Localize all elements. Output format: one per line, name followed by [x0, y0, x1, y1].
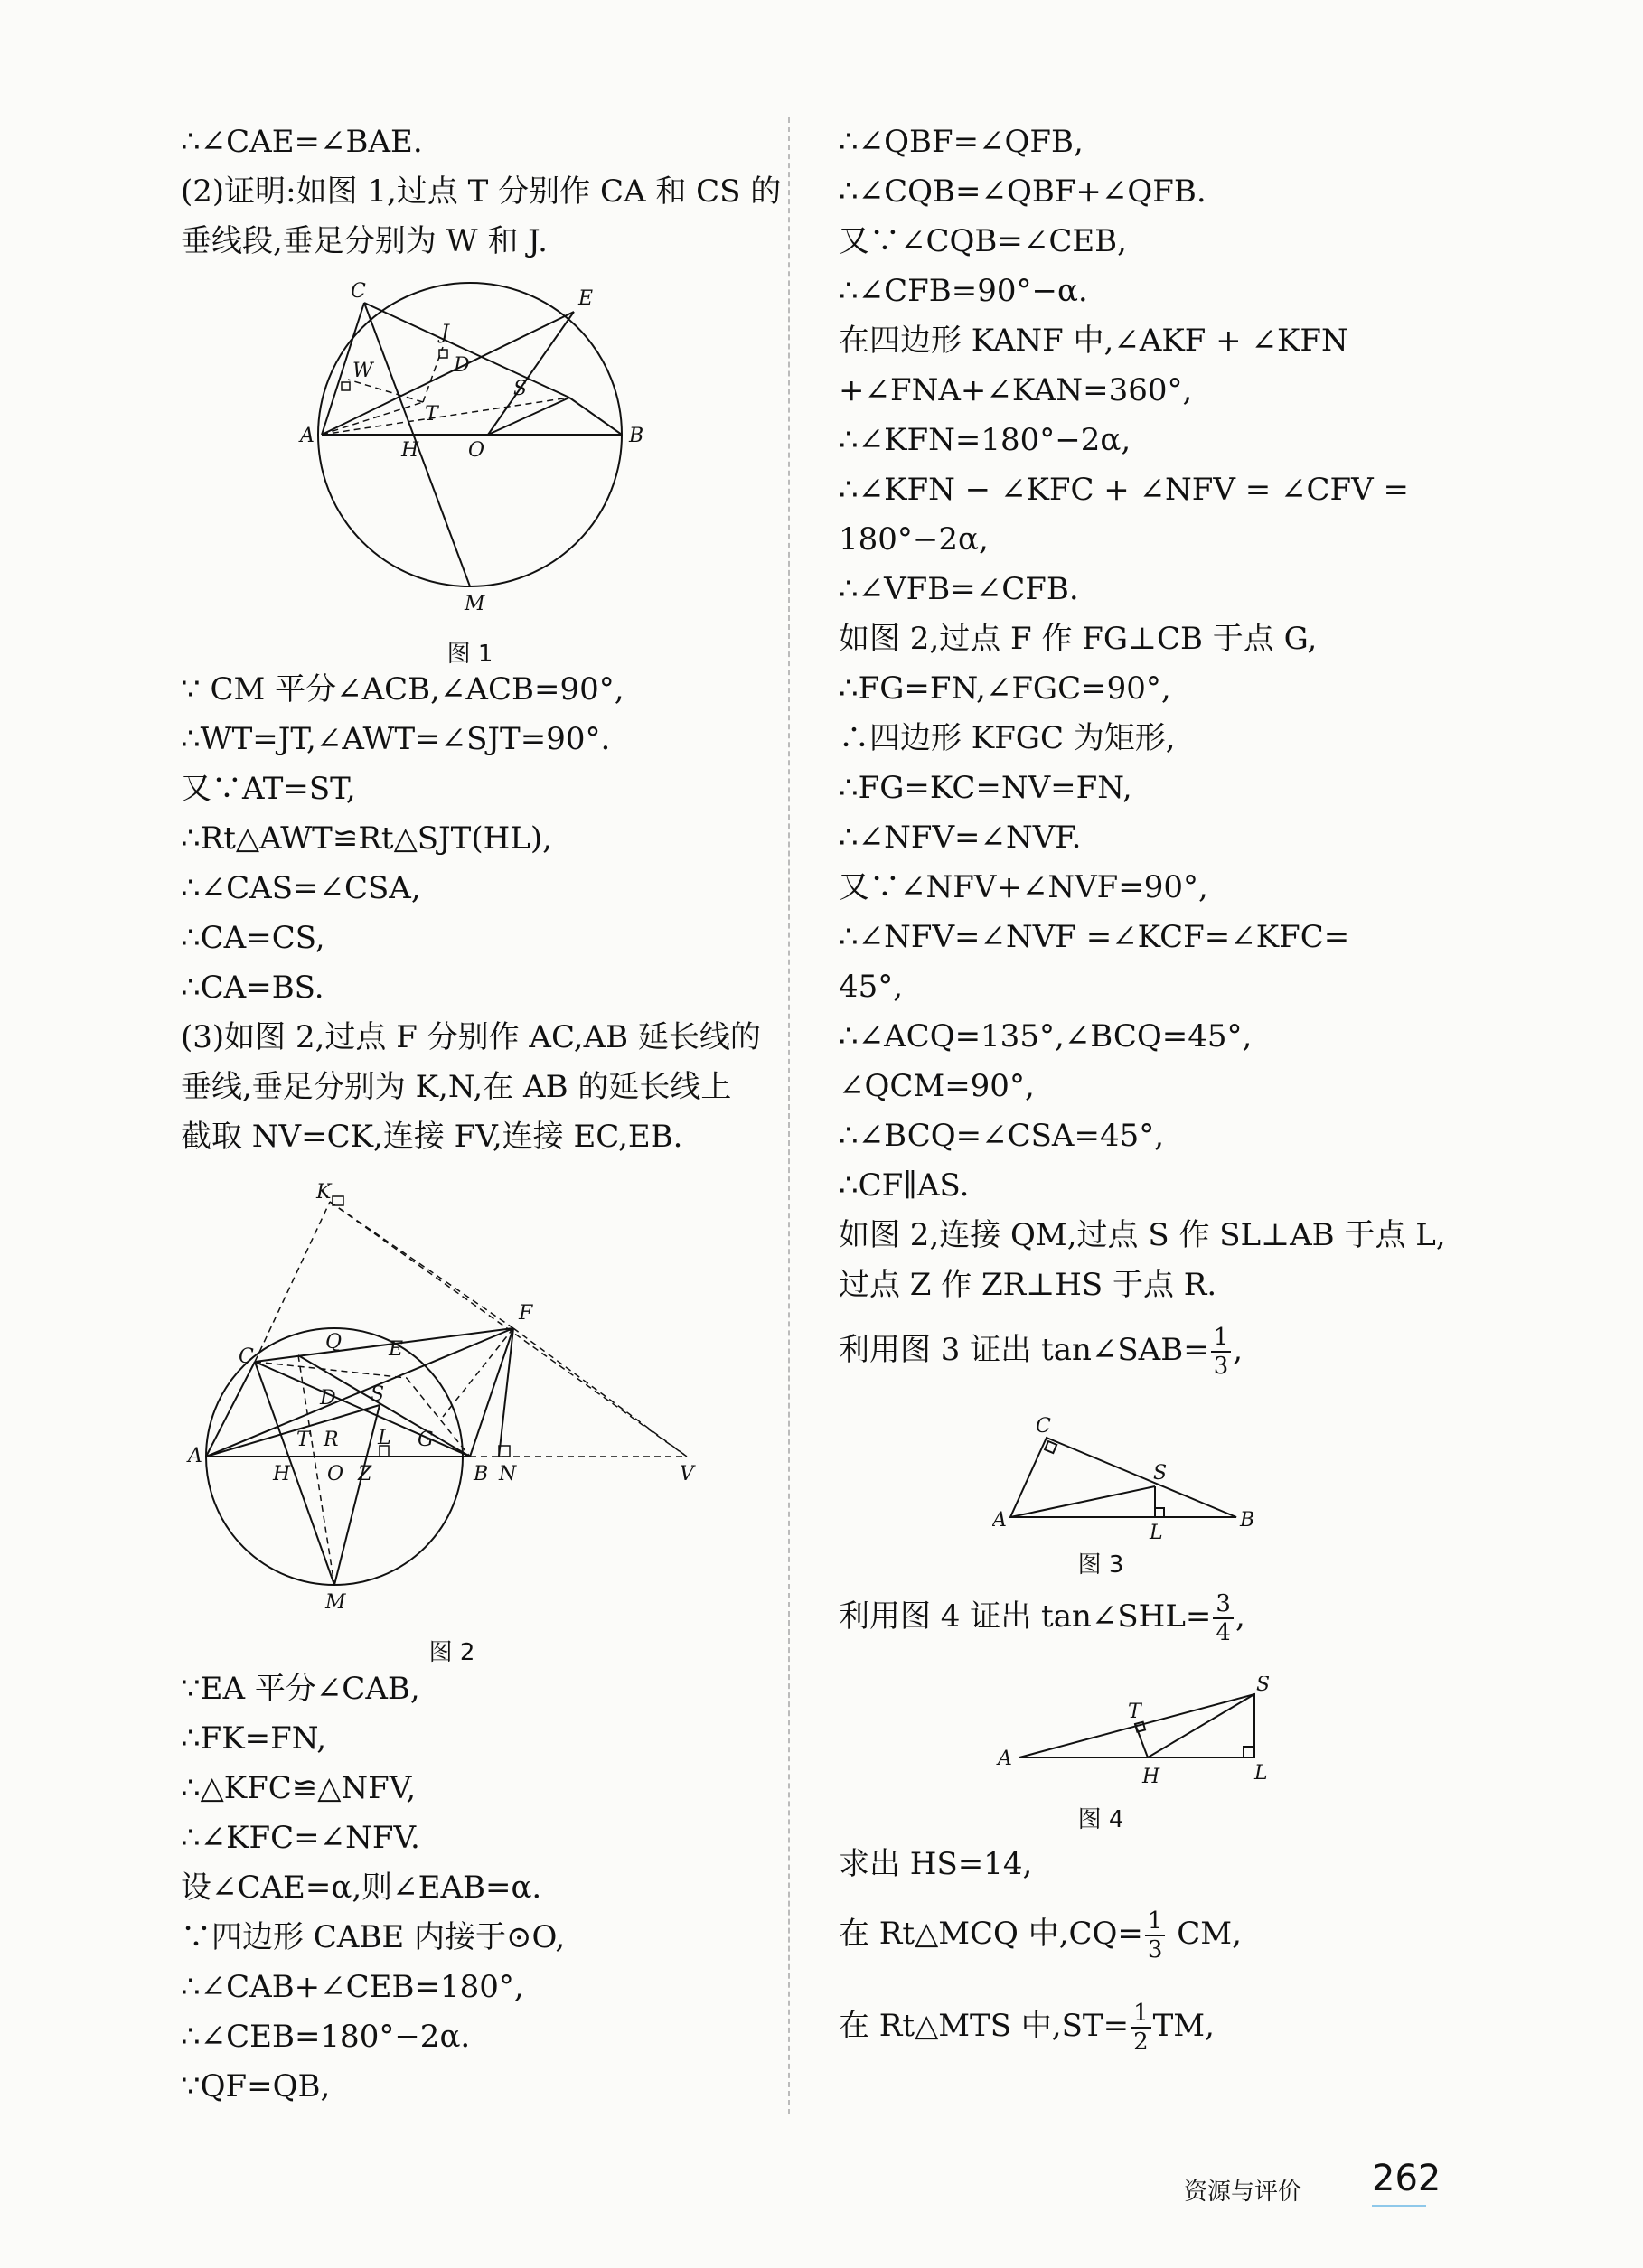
point-label: E [578, 287, 594, 310]
figure-4 [992, 1676, 1282, 1794]
text-line: 垂线段,垂足分别为 W 和 J. [181, 223, 548, 259]
text-line: ∴FK=FN, [181, 1720, 327, 1757]
point-label: S [1153, 1462, 1168, 1485]
text-line: ∴∠CAS=∠CSA, [181, 870, 421, 906]
text-line: ∴WT=JT,∠AWT=∠SJT=90°. [181, 721, 611, 757]
text-line: ∵四边形 CABE 内接于⊙O, [181, 1919, 566, 1955]
text: 利用图 3 证出 tan∠SAB= [839, 1332, 1209, 1368]
text-line: ∴FG=KC=NV=FN, [839, 770, 1132, 806]
point-label: V [680, 1463, 694, 1485]
point-label: B [629, 425, 644, 447]
text: , [1235, 1598, 1245, 1635]
numerator: 1 [1131, 2001, 1151, 2029]
figure-4-caption: 图 4 [1077, 1806, 1124, 1833]
denominator: 2 [1133, 2029, 1149, 2056]
point-label: W [352, 360, 373, 382]
text-line: 45°, [839, 969, 904, 1005]
point-label: C [239, 1345, 254, 1368]
point-label: M [465, 593, 485, 615]
denominator: 3 [1147, 1936, 1163, 1963]
text-line: ∴∠KFC=∠NFV. [181, 1820, 420, 1856]
text-line: 180°−2α, [839, 521, 989, 558]
text-line: ∴∠CEB=180°−2α. [181, 2019, 471, 2055]
text-line: 又∵∠CQB=∠CEB, [839, 223, 1127, 259]
text-line: (3)如图 2,过点 F 分别作 AC,AB 延长线的 [181, 1019, 761, 1055]
point-label: S [1256, 1676, 1271, 1696]
numerator: 1 [1211, 1326, 1232, 1353]
point-label: T [296, 1429, 310, 1451]
figure-2-caption: 图 2 [428, 1639, 475, 1666]
fraction [1131, 2001, 1151, 2054]
text-line: 求出 HS=14, [839, 1846, 1033, 1882]
text-line: ∴Rt△AWT≌Rt△SJT(HL), [181, 820, 552, 857]
point-label: A [992, 1509, 1007, 1532]
figure-2 [181, 1175, 723, 1626]
text: CM, [1167, 1916, 1242, 1952]
text-line: 又∵AT=ST, [181, 771, 356, 807]
text-line: ∴CA=CS, [181, 920, 325, 956]
text-line: ∴∠VFB=∠CFB. [839, 571, 1079, 607]
point-label: H [273, 1463, 291, 1485]
text-line: ∵EA 平分∠CAB, [181, 1671, 420, 1707]
point-label: N [499, 1463, 517, 1485]
text-line: ∴CA=BS. [181, 970, 324, 1006]
text: 利用图 4 证出 tan∠SHL= [839, 1598, 1212, 1635]
point-label: M [325, 1591, 346, 1614]
page-number: 262 [1372, 2158, 1441, 2199]
text-line: +∠FNA+∠KAN=360°, [839, 372, 1193, 408]
denominator: 3 [1213, 1353, 1229, 1380]
footer-label: 资源与评价 [1184, 2179, 1302, 2206]
tan-sab-line [839, 1326, 1243, 1378]
point-label: R [324, 1429, 339, 1451]
point-label: C [351, 280, 366, 303]
point-label: S [513, 378, 528, 400]
text-line: 如图 2,连接 QM,过点 S 作 SL⊥AB 于点 L, [839, 1217, 1446, 1253]
text-line: (2)证明:如图 1,过点 T 分别作 CA 和 CS 的 [181, 173, 782, 210]
figure-3-caption: 图 3 [1077, 1551, 1124, 1579]
point-label: D [320, 1387, 336, 1410]
point-label: G [418, 1429, 434, 1451]
point-label: O [327, 1463, 344, 1485]
text-line: ∴CF∥AS. [839, 1167, 970, 1204]
point-label: B [474, 1463, 489, 1485]
text-line: ∴∠CAB+∠CEB=180°, [181, 1969, 524, 2005]
fraction [1213, 1592, 1234, 1645]
point-label: L [1150, 1522, 1163, 1541]
figure-4-diagram [992, 1676, 1282, 1794]
text-line: ∵QF=QB, [181, 2068, 331, 2104]
point-label: H [401, 439, 419, 462]
figure-1-diagram [280, 276, 687, 628]
point-label: O [468, 439, 485, 462]
tan-shl-line [839, 1592, 1245, 1645]
point-label: J [441, 322, 449, 344]
text: TM, [1152, 2008, 1215, 2044]
fraction [1211, 1326, 1232, 1378]
figure-3-diagram [992, 1414, 1263, 1541]
text-line: 截取 NV=CK,连接 FV,连接 EC,EB. [181, 1119, 683, 1155]
point-label: B [1240, 1509, 1255, 1532]
text-line: ∴∠KFN=180°−2α, [839, 422, 1131, 458]
text-line: ∴∠CAE=∠BAE. [181, 124, 423, 160]
figure-1-caption: 图 1 [446, 641, 493, 668]
text-line: 设∠CAE=α,则∠EAB=α. [181, 1870, 542, 1906]
text-line: ∴∠CFB=90°−α. [839, 273, 1088, 309]
point-label: C [1036, 1415, 1051, 1438]
text-line: ∴∠QBF=∠QFB, [839, 124, 1084, 160]
point-label: L [1254, 1762, 1268, 1785]
text-line: 如图 2,过点 F 作 FG⊥CB 于点 G, [839, 621, 1318, 657]
page-number-underline [1372, 2205, 1426, 2207]
numerator: 1 [1145, 1909, 1166, 1936]
text-line: 在四边形 KANF 中,∠AKF + ∠KFN [839, 323, 1348, 359]
st-line [839, 2001, 1215, 2054]
point-label: E [389, 1338, 404, 1361]
text-line: ∴∠NFV=∠NVF =∠KCF=∠KFC= [839, 919, 1350, 955]
column-divider [788, 117, 790, 2114]
text-line: ∵ CM 平分∠ACB,∠ACB=90°, [181, 671, 624, 708]
denominator: 4 [1216, 1619, 1231, 1646]
text-line: ∴FG=FN,∠FGC=90°, [839, 670, 1171, 707]
text-line: ∴∠ACQ=135°,∠BCQ=45°, [839, 1018, 1253, 1054]
point-label: A [998, 1748, 1012, 1770]
text-line: ∠QCM=90°, [839, 1068, 1035, 1104]
point-label: A [188, 1445, 202, 1467]
text: 在 Rt△MTS 中,ST= [839, 2008, 1130, 2044]
point-label: Q [325, 1331, 343, 1354]
point-label: A [300, 425, 315, 447]
cq-line [839, 1909, 1242, 1962]
text-line: ∴∠BCQ=∠CSA=45°, [839, 1118, 1165, 1154]
point-label: K [316, 1181, 332, 1204]
text-line: ∴△KFC≌△NFV, [181, 1770, 417, 1806]
point-label: T [425, 403, 438, 426]
text: , [1233, 1332, 1244, 1368]
figure-1 [280, 276, 687, 628]
point-label: F [519, 1302, 533, 1325]
point-label: T [1128, 1701, 1141, 1723]
text-line: ∴四边形 KFGC 为矩形, [839, 720, 1176, 756]
figure-3 [992, 1414, 1263, 1541]
point-label: L [378, 1427, 391, 1449]
text-line: 过点 Z 作 ZR⊥HS 于点 R. [839, 1267, 1217, 1303]
point-label: H [1142, 1766, 1160, 1788]
text-line: 又∵∠NFV+∠NVF=90°, [839, 869, 1208, 905]
text-line: ∴∠CQB=∠QBF+∠QFB. [839, 173, 1206, 210]
point-label: Z [358, 1463, 372, 1485]
numerator: 3 [1213, 1592, 1234, 1619]
point-label: S [371, 1383, 385, 1406]
point-label: D [454, 354, 470, 377]
fraction [1145, 1909, 1166, 1962]
text-line: ∴∠NFV=∠NVF. [839, 820, 1082, 856]
text-line: 垂线,垂足分别为 K,N,在 AB 的延长线上 [181, 1069, 732, 1105]
text-line: ∴∠KFN − ∠KFC + ∠NFV = ∠CFV = [839, 472, 1409, 508]
figure-2-diagram [181, 1175, 723, 1626]
text: 在 Rt△MCQ 中,CQ= [839, 1916, 1143, 1952]
